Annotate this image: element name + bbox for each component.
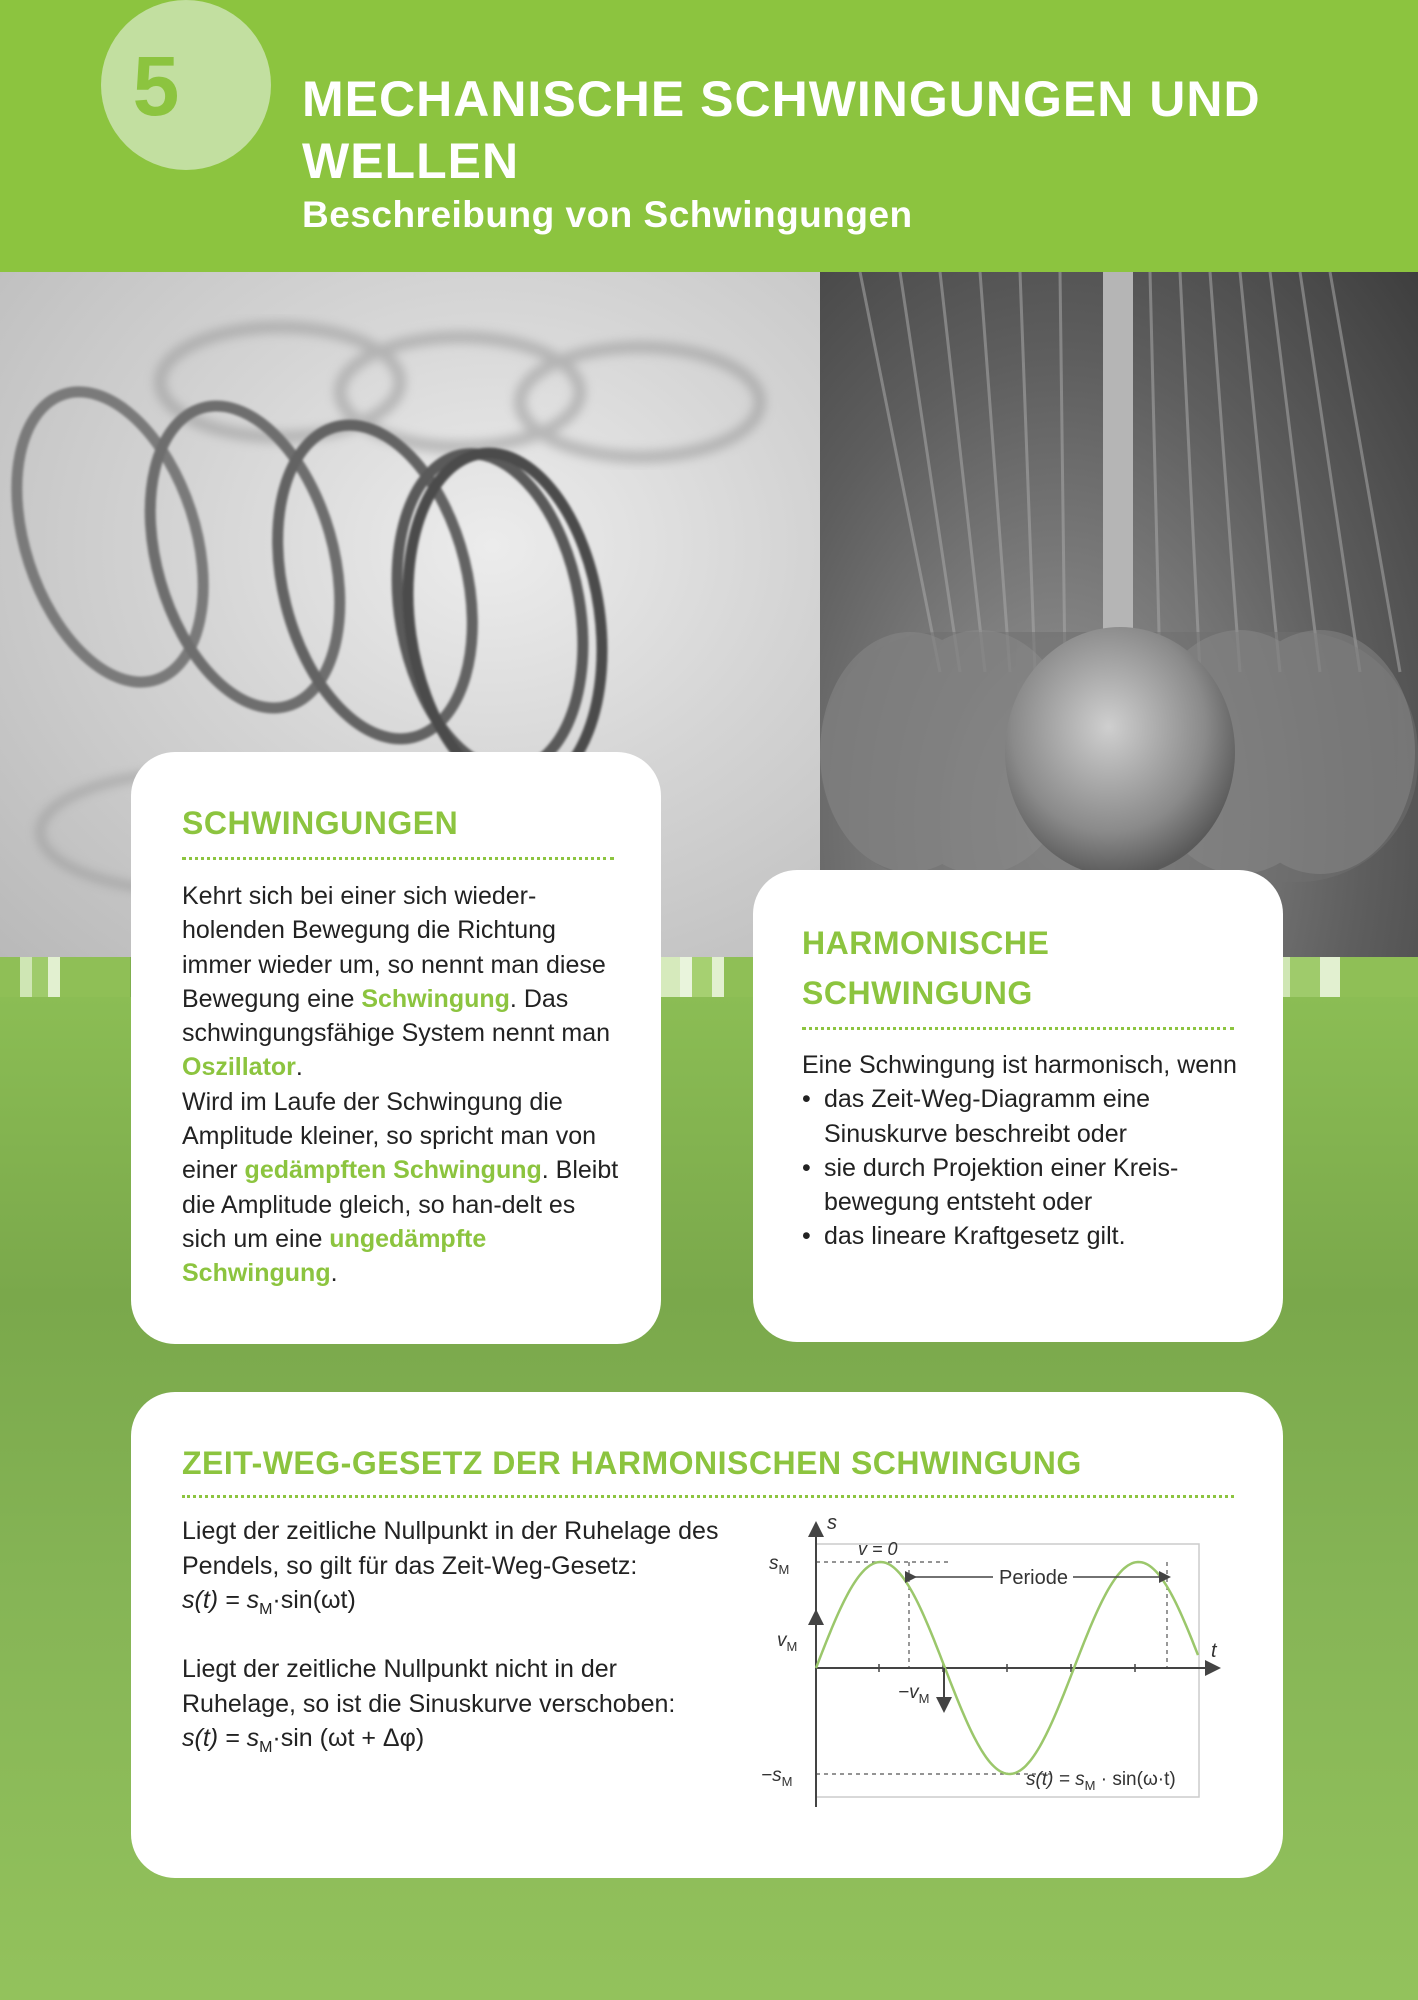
sine-diagram (761, 1507, 1231, 1827)
label-periode: Periode (999, 1567, 1068, 1589)
intro-text: Eine Schwingung ist harmonisch, wenn (802, 1051, 1237, 1079)
text-segment: . (295, 1053, 303, 1082)
x-axis-label: t (1211, 1640, 1217, 1662)
card-title-line: SCHWINGUNG (802, 975, 1033, 1011)
formula-2 (182, 1721, 722, 1766)
term-oszillator: Oszillator (182, 1053, 296, 1082)
chapter-number: 5 (132, 39, 180, 133)
text-segment: Wird im Laufe der Schwingung die Amplitude kleiner, so spricht man von einer (182, 1087, 597, 1185)
page-title: MECHANISCHE SCHWINGUNGEN UND WELLEN (302, 71, 1261, 189)
card-title-line: HARMONISCHE (802, 925, 1050, 961)
formula-lhs: s(t) = s (182, 1724, 260, 1752)
formula-subscript: M (259, 1601, 273, 1618)
text-segment: . Das schwingungsfähige System nennt man (182, 984, 611, 1048)
card-title: SCHWINGUNGEN (182, 805, 459, 841)
formula-block-2 (182, 1652, 722, 1766)
paragraph: Liegt der zeitliche Nullpunkt in der Ruhelage des Pendels, so gilt für das Zeit-Weg-Gesetz: (182, 1517, 719, 1580)
card-title (802, 918, 1049, 1018)
chapter-header (0, 0, 1418, 272)
text-segment: . (330, 1259, 338, 1288)
page-subtitle: Beschreibung von Schwingungen (302, 194, 913, 235)
list-item: • das Zeit-Weg-Diagramm eine Sinuskurve beschreibt oder (802, 1082, 1262, 1151)
formula-lhs: s(t) = s (182, 1586, 260, 1614)
card-harmonische-schwingung (753, 870, 1283, 1342)
text-segment: . Bleibt die Amplitude gleich, so han-delt es sich um eine (182, 1156, 619, 1253)
y-axis-label: s (827, 1512, 837, 1534)
divider (182, 1495, 1234, 1498)
card-zeit-weg-gesetz (131, 1392, 1283, 1878)
formula-rhs: ·sin (ωt + Δφ) (272, 1724, 425, 1752)
formula-block-1 (182, 1514, 722, 1628)
paragraph: Liegt der zeitliche Nullpunkt nicht in der Ruhelage, so ist die Sinuskurve verschoben: (182, 1655, 676, 1718)
divider (182, 857, 614, 860)
formula-rhs: ·sin(ωt) (272, 1586, 356, 1614)
divider (802, 1027, 1234, 1030)
label-sM: $s_M$ (769, 1553, 790, 1577)
text-segment: Kehrt sich bei einer sich wieder-holenden Bewegung die Richtung immer wieder um, so nennt man diese Bewegung eine (182, 882, 606, 1013)
label-neg-sM: $-s_M$ (761, 1765, 793, 1789)
card-schwingungen (131, 752, 661, 1344)
pendulum-photo (820, 272, 1418, 957)
label-vM: $v_M$ (777, 1630, 798, 1654)
term-gedaempfte-schwingung: gedämpften Schwingung (244, 1156, 542, 1185)
label-v-zero: v = 0 (858, 1539, 898, 1559)
term-ungedaempfte-schwingung: ungedämpfte Schwingung (182, 1224, 487, 1288)
formula-1 (182, 1583, 722, 1628)
term-schwingung: Schwingung (361, 984, 510, 1013)
list-item: • sie durch Projektion einer Kreis-bewegung entsteht oder (802, 1151, 1262, 1220)
label-formula: $s(t) = s_M \cdot \sin(\omega\cdot t)$ (1026, 1769, 1176, 1793)
list-item: • das lineare Kraftgesetz gilt. (802, 1219, 1262, 1253)
card-title: ZEIT-WEG-GESETZ DER HARMONISCHEN SCHWINGUNG (182, 1445, 1082, 1481)
card-body (182, 879, 622, 1291)
card-body (802, 1048, 1262, 1254)
formula-subscript: M (259, 1739, 273, 1756)
label-neg-vM: $-v_M$ (898, 1682, 930, 1706)
